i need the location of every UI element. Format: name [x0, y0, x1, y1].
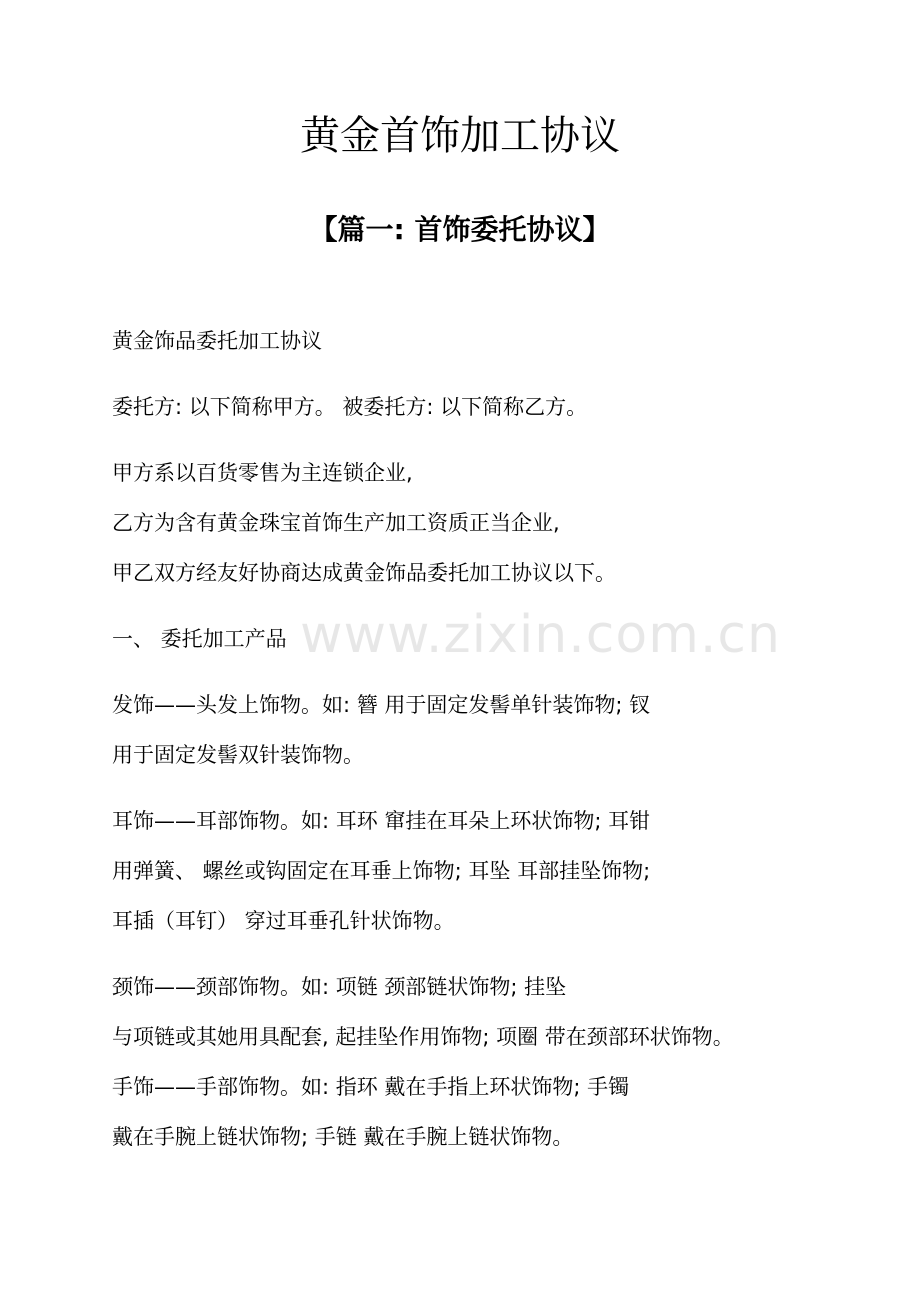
document-title: 黄金首饰加工协议 [300, 113, 620, 159]
paragraph-line: 乙方为含有黄金珠宝首饰生产加工资质正当企业, [112, 511, 560, 535]
paragraph-line: 与项链或其她用具配套, 起挂坠作用饰物; 项圈 带在颈部环状饰物。 [112, 1025, 734, 1049]
paragraph-line: 黄金饰品委托加工协议 [112, 329, 322, 353]
paragraph-line: 委托方: 以下简称甲方。 被委托方: 以下简称乙方。 [112, 395, 588, 419]
watermark: www.zixin.com.cn [300, 605, 781, 665]
paragraph-line: 耳插（耳钉） 穿过耳垂孔针状饰物。 [112, 909, 455, 933]
paragraph-line: 发饰——头发上饰物。如: 簪 用于固定发髻单针装饰物; 钗 [112, 693, 651, 717]
paragraph-line: 手饰——手部饰物。如: 指环 戴在手指上环状饰物; 手镯 [112, 1075, 630, 1099]
paragraph-line: 用弹簧、 螺丝或钩固定在耳垂上饰物; 耳坠 耳部挂坠饰物; [112, 859, 651, 883]
paragraph-line: 甲方系以百货零售为主连锁企业, [112, 461, 413, 485]
paragraph-line: 甲乙双方经友好协商达成黄金饰品委托加工协议以下。 [112, 561, 616, 585]
paragraph-line: 戴在手腕上链状饰物; 手链 戴在手腕上链状饰物。 [112, 1125, 574, 1149]
section-item-heading: 一、 委托加工产品 [112, 627, 287, 651]
paragraph-line: 耳饰——耳部饰物。如: 耳环 窜挂在耳朵上环状饰物; 耳钳 [112, 809, 651, 833]
paragraph-line: 用于固定发髻双针装饰物。 [112, 743, 364, 767]
paragraph-line: 颈饰——颈部饰物。如: 项链 颈部链状饰物; 挂坠 [112, 975, 567, 999]
section-heading: 【篇一: 首饰委托协议】 [309, 213, 611, 246]
